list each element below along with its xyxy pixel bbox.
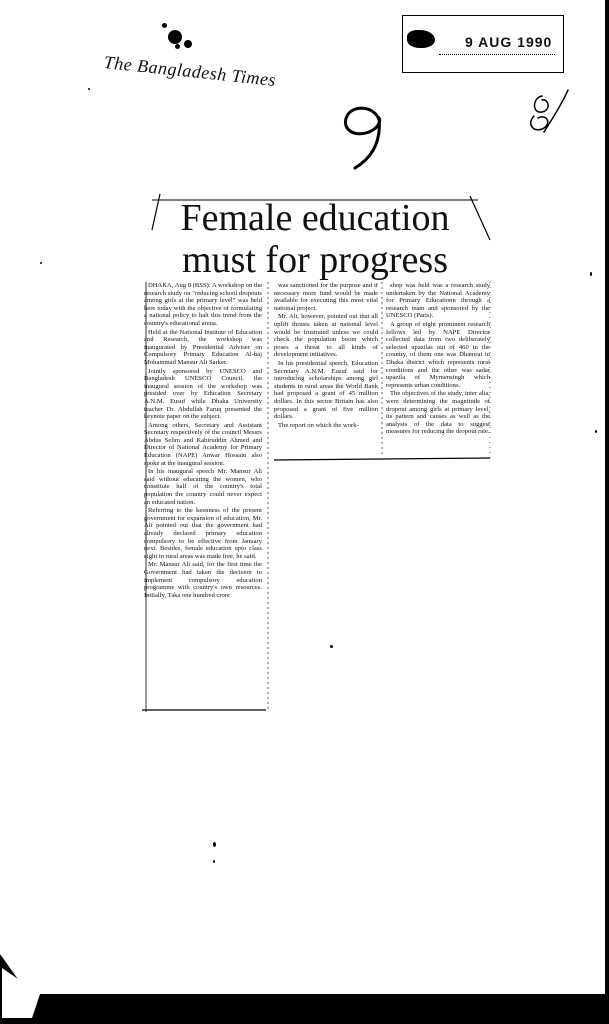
ink-blot xyxy=(168,30,182,44)
date-stamp xyxy=(402,15,564,73)
ink-blot xyxy=(184,40,192,48)
handwritten-initials xyxy=(520,88,570,148)
paragraph: Mr. Mansur Ali said, for the first time the Government had taken the decision to implement compulsory education programme with country's own resources. Initially, Taka one hundred crore xyxy=(144,561,262,599)
paragraph: Referring to the keenness of the present government for expansion of education, Mr. Ali pointed out that the government had already declared primary education compulsory to be effective from January next. Besides, female education upto class eight in rural areas was made free, he said. xyxy=(144,507,262,560)
speck xyxy=(40,262,42,264)
folded-corner xyxy=(0,954,50,1024)
paragraph: Held at the National Institute of Education and Research, the workshop was inaugurated by Presidential Adviser on Compulsory Primary Education Al-haj Mohammad Mansur Ali Sarker. xyxy=(144,328,262,366)
paragraph: Mr. Ali, however, pointed out that all uplift thrusts taken at national level would be frustrated unless we could check the population boom which poses a threat to all kinds of development initiatives. xyxy=(274,313,378,359)
speck xyxy=(213,860,215,863)
stamp-blot xyxy=(407,30,435,48)
paragraph: In his inaugural speech Mr. Mansur Ali said without educating the women, who constitute half of the country's total population the country could never expect an educated nation. xyxy=(144,468,262,506)
ink-blot xyxy=(162,23,167,28)
stamp-line xyxy=(439,54,555,55)
speck xyxy=(330,645,333,648)
news-clipping xyxy=(138,192,492,717)
speck xyxy=(213,842,216,847)
paragraph: The report on which the work- xyxy=(278,421,359,429)
ink-blot xyxy=(175,44,180,49)
speck xyxy=(590,272,592,276)
paragraph: DHAKA, Aug 8 (BSS): A workshop on the research study on "reducing school dropouts among girls at the primary level" was held here today with the objective of formulating a national policy to halt this trend from the country's educational arena. xyxy=(144,282,262,327)
article-column-2 xyxy=(274,282,378,430)
scan-edge-right xyxy=(605,0,609,1024)
newspaper-name: The Bangladesh Times xyxy=(102,52,278,90)
article-column-3 xyxy=(386,282,490,437)
paragraph: A group of eight prominent research fellows led by NAPE Director collected data from two deliberately selected upazilas out of 460 in the country, of them one was Dhamrai in Dhaka district which represents rural conditions and the other was sadar upazila of Mymensingh which represents urban conditions. xyxy=(386,320,490,389)
paragraph: Among others, Secretary and Assistant Secretary respectively of the council Messrs Abdus Selim and Kabiruddin Ahmed and Director of National Academy for Primary Education (NAPE) Anwar Hossain also spoke at the inaugural session. xyxy=(144,421,262,467)
paragraph: Jointly sponsored by UNESCO and Bangladesh UNESCO Council, the inaugural session of the workshop was presided over by Education Secretary A.N.M. Eusuf while Dhaka University teacher Dr. Abdullah Faruq presented the keynote paper on the subject. xyxy=(144,367,262,421)
handwritten-page-number xyxy=(335,98,395,178)
paragraph: In his presidential speech, Education Secretary A.N.M. Eusuf said for introducing scholarships among girl students in rural areas the World Bank had proposed a grant of 45 million dollars. In this sector Britain has also proposed a grant of five million dollars. xyxy=(274,359,378,421)
scan-edge-bottom xyxy=(0,994,609,1024)
article-headline xyxy=(138,197,492,281)
speck xyxy=(595,430,597,433)
speck xyxy=(88,88,90,90)
paragraph: was sanctioned for the purpose and if necessary more fund would be made available for executing this most vital national project. xyxy=(274,282,378,312)
stamp-date: 9 AUG 1990 xyxy=(465,34,553,50)
article-column-1 xyxy=(144,282,262,600)
paragraph: shop was held was a research study undertaken by the National Academy for Primary Educationn through a research team and sponsored by the UNESCO (Paris). xyxy=(386,282,490,320)
headline-line-1: Female education xyxy=(180,197,450,239)
paragraph: The objectives of the study, inter alia, were determining the magnitude of dropout among girls at primary level, its pattern and causes as well as the analysis of the data to suggest measures for reducing the dropout rate. xyxy=(386,390,490,436)
headline-line-2: must for progress xyxy=(182,239,448,281)
